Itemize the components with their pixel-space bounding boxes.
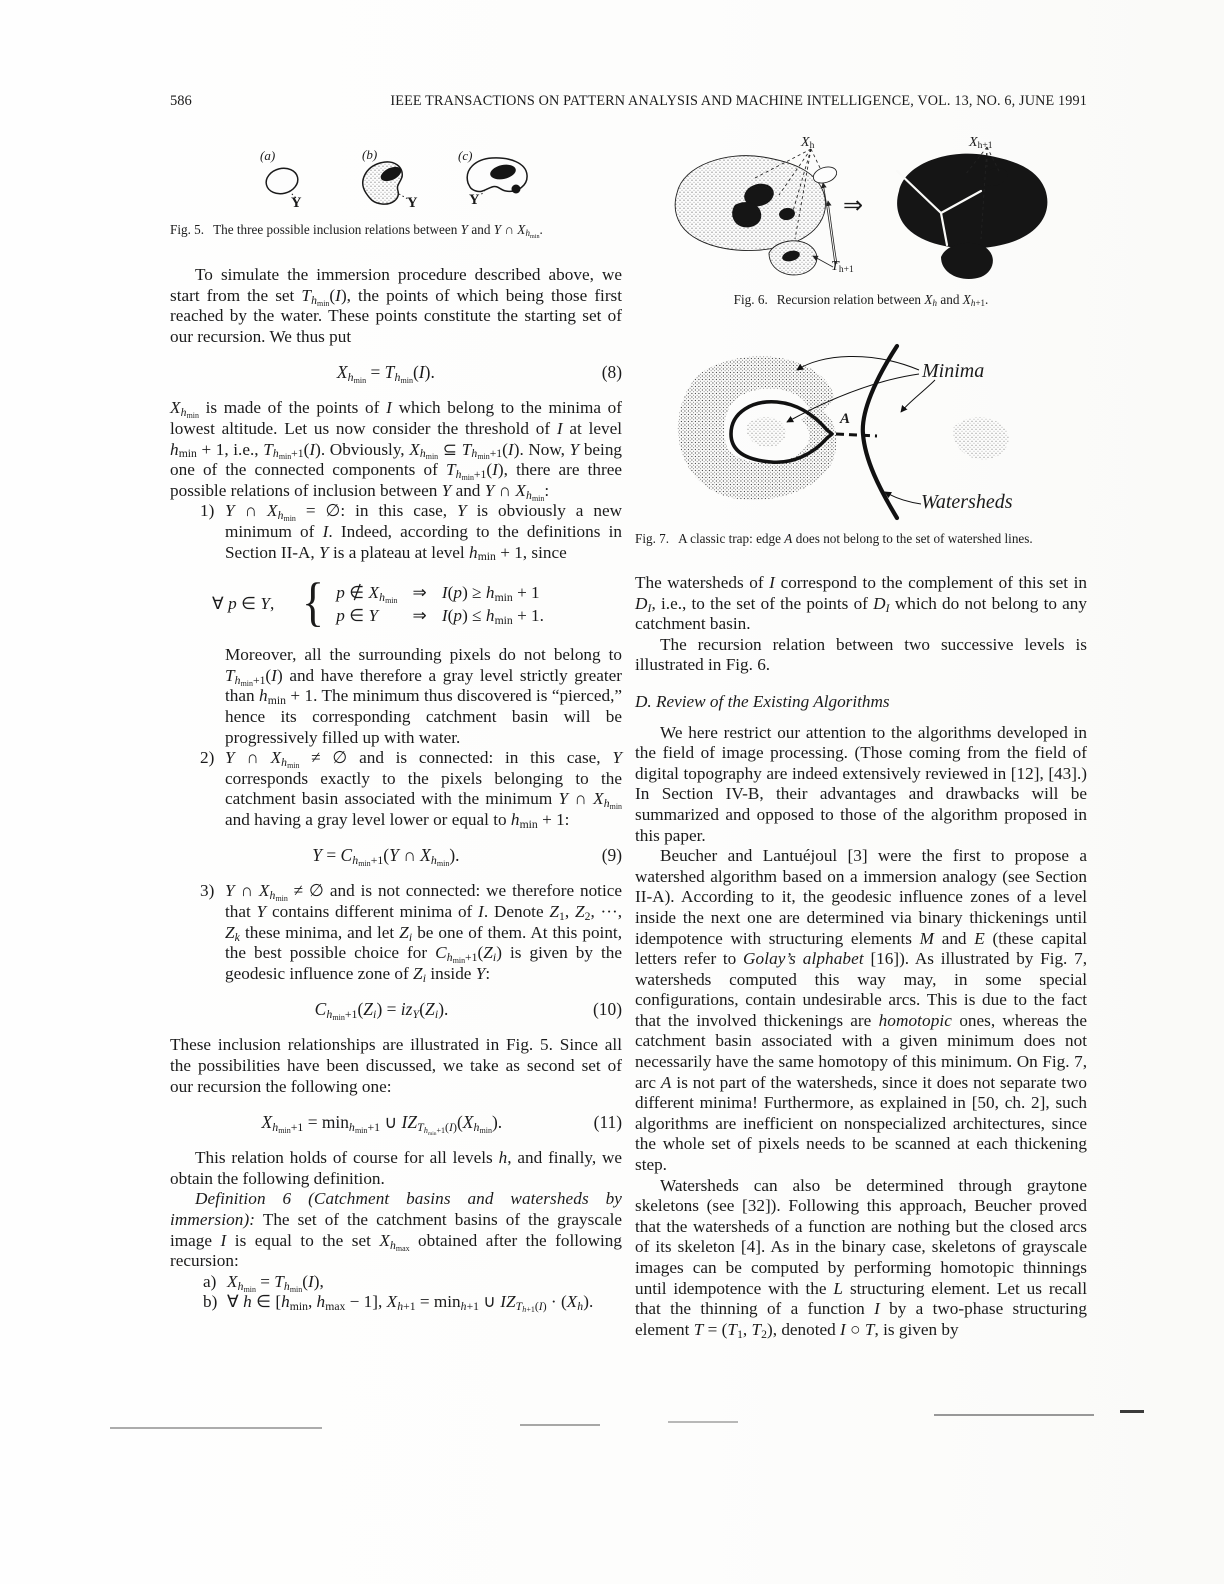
list-item-1	[170, 501, 622, 563]
scan-artifact	[520, 1424, 600, 1426]
journal-title: IEEE TRANSACTIONS ON PATTERN ANALYSIS AND MACHINE INTELLIGENCE, VOL. 13, NO. 6, JUNE 1991	[390, 93, 1087, 109]
list-text: ∀ h ∈ [$h_{min}$, $h_{max} - 1$], $X_{h+1} = \min_{h+1}$ ∪ $IZ_{T_{h+1}(I)} \cdot (X_h)$.	[227, 1292, 594, 1315]
paragraph: Watersheds can also be determined through graytone skeletons (see [32]). Following this approach, Beucher proved that the watersheds of a function are nothing but the closed arcs of its skeleton [4]. As in the binary case, skeletons of grayscale images can be computed by performing homotopic thinnings until idempotence with the L structuring element. Let us recall that the thinning of a function I by a two-phase structuring element $T = (T_1$, $T_2$), denoted I ○ T, is given by	[635, 1175, 1087, 1341]
fig6-implies-arrow: ⇒	[843, 193, 864, 219]
figure-5-caption	[170, 222, 622, 238]
figure-7-illustration	[635, 340, 1087, 526]
left-column	[170, 145, 622, 1313]
equation-body: $C_{h_{min}+1}(Z_i) = iz_Y(Z_i)$.	[314, 999, 449, 1023]
scan-artifact	[934, 1414, 1094, 1416]
figure-7-caption-text: A classic trap: edge A does not belong to the set of watershed lines.	[678, 531, 1033, 546]
cases-quantifier: ∀ p ∈ Y,	[212, 594, 275, 614]
paragraph: Beucher and Lantuéjoul [3] were the first to propose a watershed algorithm based on a immersion analogy (see Section II-A). According to it, the geodesic influence zones of a level inside the next one are determined via binary thickenings until idempotence with structuring elements M and E (these capital letters refer to Golay’s alphabet [16]). As illustrated by Fig. 7, watersheds computed this way may, in some special configurations, contain undesirable arcs. This is due to the fact that the involved thickenings are homotopic ones, whereas the catchment basin associated with a given minimum does not necessarily have the same homotopy of this minimum. On Fig. 7, arc A is not part of the watersheds, since it does not separate two different minima! Furthermore, as explained in [50, ch. 2], such algorithms are inefficient on nonspecialized architectures, since the whole set of pixels needs to be scanned at each thickening step.	[635, 846, 1088, 1175]
list-item-1-continuation: Moreover, all the surrounding pixels do not belong to $T_{h_{min}+1}(I)$ and have therefore a gray level strictly greater than $h_{min} + 1$. The minimum thus discovered is “pierced,” hence its corresponding catchment basin will be progressively filled up with water.	[225, 645, 623, 747]
list-text: $X_{h_{min}} = T_{h_{min}}(I)$,	[227, 1271, 324, 1294]
cases-r2-right: $I(p) \le h_{min} + 1$.	[441, 605, 544, 627]
figure-6	[635, 135, 1087, 287]
cases-brace: {	[302, 572, 325, 633]
paragraph: We here restrict our attention to the algorithms developed in the field of image processing. (Those coming from the field of digital topography are indeed extensively reviewed in [12], [43].) In Section IV-B, their advantages and drawbacks will be summarized and opposed to those of the algorithm proposed in this paper.	[635, 722, 1087, 845]
paragraph: To simulate the immersion procedure described above, we start from the set $T_{h_{min}}(I)$, the points of which being those first reached by the water. These points constitute the starting set of our recursion. We thus put	[170, 265, 623, 346]
page-number: 586	[170, 93, 192, 109]
figure-7-caption	[635, 531, 1087, 547]
cases-r2-left: p ∈ Y	[336, 605, 379, 625]
list-marker: 1)	[200, 501, 215, 521]
equation-number: (11)	[593, 1112, 622, 1133]
figure-5	[170, 145, 622, 217]
fig6-label-xh: $X_h$	[801, 135, 815, 152]
equation-8	[170, 362, 622, 386]
fig5-label-a: (a)	[260, 148, 276, 163]
fig5-label-y2: Y	[407, 195, 418, 211]
equation-body: $X_{h_{min}} = T_{h_{min}}(I)$.	[336, 362, 435, 386]
paragraph: The recursion relation between two successive levels is illustrated in Fig. 6.	[635, 634, 1087, 675]
list-marker: 3)	[200, 881, 215, 901]
equation-number: (8)	[601, 362, 622, 383]
equation-11	[170, 1112, 622, 1137]
fig5-label-b: (b)	[362, 147, 378, 162]
equation-9	[170, 845, 622, 869]
right-column	[635, 135, 1087, 1340]
equation-body: $X_{h_{min}+1} = \min_{h_{min}+1}$ ∪ $IZ_{T_{h_{min}+1}(I)}(X_{h_{min}})$.	[261, 1112, 503, 1137]
cases-r1-right: $I(p) \ge h_{min} + 1$	[441, 582, 540, 604]
list-item-2	[170, 748, 622, 830]
equation-number: (10)	[593, 999, 622, 1020]
definition-paragraph: Definition 6 (Catchment basins and watersheds by immersion): The set of the catchment basins of the grayscale image I is equal to the set $X_{h_{max}}$ obtained after the following recursion:	[170, 1189, 622, 1271]
scan-artifact	[1120, 1410, 1144, 1413]
fig7-label-minima: Minima	[922, 360, 985, 382]
cases-r2-arrow: ⇒	[412, 605, 427, 625]
figure-7-caption-label: Fig. 7.	[635, 531, 670, 546]
definition-item-b	[170, 1292, 622, 1313]
fig5-label-c: (c)	[458, 148, 473, 163]
list-marker: b)	[203, 1292, 218, 1312]
list-text: Y ∩ $X_{h_{min}}$ ≠ ∅ and is not connected: we therefore notice that Y contains different minima of I. Denote $Z_1$, $Z_2$, ···, $Z_k$ these minima, and let $Z_i$ be one of them. At this point, the best possible choice for $C_{h_{min}+1}(Z_i)$ is given by the geodesic influence zone of $Z_i$ inside Y:	[225, 881, 623, 985]
figure-6-caption-label: Fig. 6.	[733, 292, 768, 307]
page-header	[170, 93, 1087, 110]
paragraph: $X_{h_{min}}$ is made of the points of I which belong to the minima of lowest altitude. Let us now consider the threshold of I at level $h_{min} + 1$, i.e., $T_{h_{min}+1}(I)$. Obviously, $X_{h_{min}}$ ⊆ $T_{h_{min}+1}(I)$. Now, Y being one of the connected components of $T_{h_{min}+1}(I)$, there are three possible relations of inclusion between Y and Y ∩ $X_{h_{min}}$:	[170, 398, 623, 503]
figure-7	[635, 340, 1087, 526]
fig6-label-th1: $T_{h+1}$	[831, 259, 854, 276]
list-text: Y ∩ $X_{h_{min}}$ = ∅: in this case, Y is obviously a new minimum of I. Indeed, according to the definitions in Section II-A, Y is a plateau at level $h_{min} + 1$, since	[225, 501, 623, 564]
equation-number: (9)	[601, 845, 622, 866]
figure-5-caption-label: Fig. 5.	[170, 222, 205, 237]
paragraph: The watersheds of I correspond to the complement of this set in $D_I$, i.e., to the set of the points of $D_I$ which do not belong to any catchment basin.	[635, 573, 1088, 634]
definition-item-a	[170, 1272, 622, 1293]
scan-artifact	[668, 1421, 738, 1423]
fig5-label-y3: Y	[469, 192, 480, 208]
paragraph: This relation holds of course for all levels h, and finally, we obtain the following definition.	[170, 1148, 623, 1188]
fig7-label-watersheds: Watersheds	[921, 491, 1013, 513]
section-heading-d: D. Review of the Existing Algorithms	[635, 691, 890, 711]
fig5-label-y1: Y	[291, 195, 302, 211]
list-marker: a)	[203, 1271, 217, 1291]
list-text: Y ∩ $X_{h_{min}}$ ≠ ∅ and is connected: in this case, Y corresponds exactly to the pixels belonging to the catchment basin associated with the minimum Y ∩ $X_{h_{min}}$ and having a gray level lower or equal to $h_{min} + 1$:	[225, 748, 622, 831]
equation-10	[170, 999, 622, 1023]
fig6-label-xh1: $X_{h+1}$	[969, 135, 993, 152]
equation-body: $Y = C_{h_{min}+1}(Y$ ∩ $X_{h_{min}}$).	[312, 845, 460, 869]
figure-6-caption	[635, 292, 1087, 308]
equation-cases	[212, 572, 622, 633]
list-item-3	[170, 881, 622, 984]
cases-r1-left: p ∉ $X_{h_{min}}$	[336, 582, 398, 605]
fig7-label-a: A	[840, 411, 851, 427]
figure-6-caption-text: Recursion relation between $X_h$ and $X_{h+1}$.	[776, 292, 989, 309]
figure-5-illustration	[170, 145, 622, 217]
figure-5-caption-text: The three possible inclusion relations between Y and Y ∩ $X_{h_{min}}$.	[213, 222, 543, 240]
cases-rows	[336, 583, 544, 626]
list-marker: 2)	[200, 748, 215, 768]
cases-r1-arrow: ⇒	[412, 582, 427, 602]
scan-artifact	[110, 1427, 322, 1429]
paragraph: These inclusion relationships are illustrated in Fig. 5. Since all the possibilities have been discussed, we take as second set of our recursion the following one:	[170, 1035, 622, 1096]
